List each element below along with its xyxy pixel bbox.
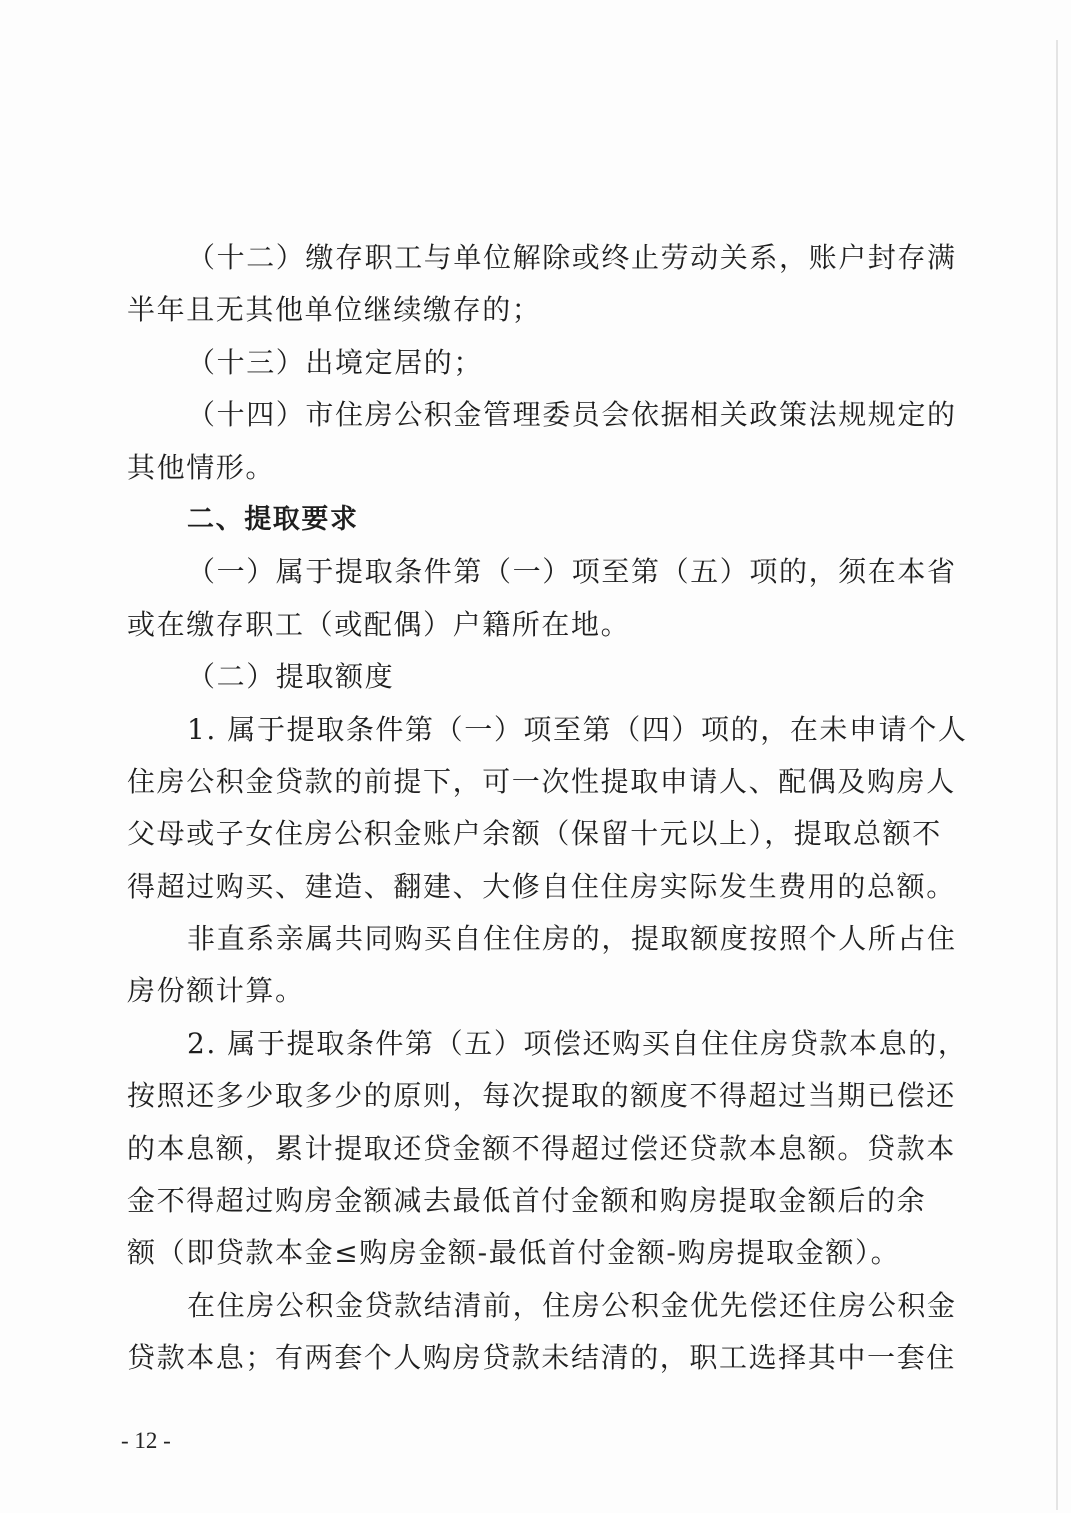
paragraph-line: 非直系亲属共同购买自住住房的，提取额度按照个人所占住 xyxy=(187,922,957,956)
paragraph-line: 父母或子女住房公积金账户余额（保留十元以上），提取总额不 xyxy=(127,817,942,851)
paragraph-line: 其他情形。 xyxy=(127,450,276,484)
paragraph-line: 2. 属于提取条件第（五）项偿还购买自住住房贷款本息的， xyxy=(187,1026,968,1060)
body-text xyxy=(127,232,968,1385)
paragraph-line: 的本息额，累计提取还贷金额不得超过偿还贷款本息额。贷款本 xyxy=(127,1131,956,1165)
paragraph-line: 或在缴存职工（或配偶）户籍所在地。 xyxy=(127,607,631,641)
paragraph-line: 按照还多少取多少的原则，每次提取的额度不得超过当期已偿还 xyxy=(127,1079,956,1113)
paragraph-line: （十四）市住房公积金管理委员会依据相关政策法规规定的 xyxy=(187,398,957,432)
paragraph-line: 在住房公积金贷款结清前，住房公积金优先偿还住房公积金 xyxy=(187,1288,957,1322)
paragraph-line: 房份额计算。 xyxy=(127,974,305,1008)
paragraph-line: （十二）缴存职工与单位解除或终止劳动关系，账户封存满 xyxy=(187,241,957,274)
paragraph-line: 1. 属于提取条件第（一）项至第（四）项的，在未申请个人 xyxy=(187,712,968,746)
paragraph-line: 金不得超过购房金额减去最低首付金额和购房提取金额后的余 xyxy=(127,1184,927,1218)
section-heading: 二、提取要求 xyxy=(187,503,359,535)
scan-edge-line xyxy=(1056,40,1058,1510)
subsection-heading: （二）提取额度 xyxy=(187,660,395,694)
paragraph-line: 贷款本息；有两套个人购房贷款未结清的，职工选择其中一套住 xyxy=(127,1341,956,1375)
paragraph-line: 得超过购买、建造、翻建、大修自住住房实际发生费用的总额。 xyxy=(127,869,956,903)
paragraph-line: 住房公积金贷款的前提下，可一次性提取申请人、配偶及购房人 xyxy=(127,764,956,798)
paragraph-line: 额（即贷款本金≤购房金额-最低首付金额-购房提取金额）。 xyxy=(127,1236,901,1270)
paragraph-line: （十三）出境定居的； xyxy=(187,345,484,379)
page-number: - 12 - xyxy=(121,1428,171,1453)
paragraph-line: 半年且无其他单位继续缴存的； xyxy=(127,293,542,327)
paragraph-line: （一）属于提取条件第（一）项至第（五）项的，须在本省 xyxy=(187,555,957,589)
